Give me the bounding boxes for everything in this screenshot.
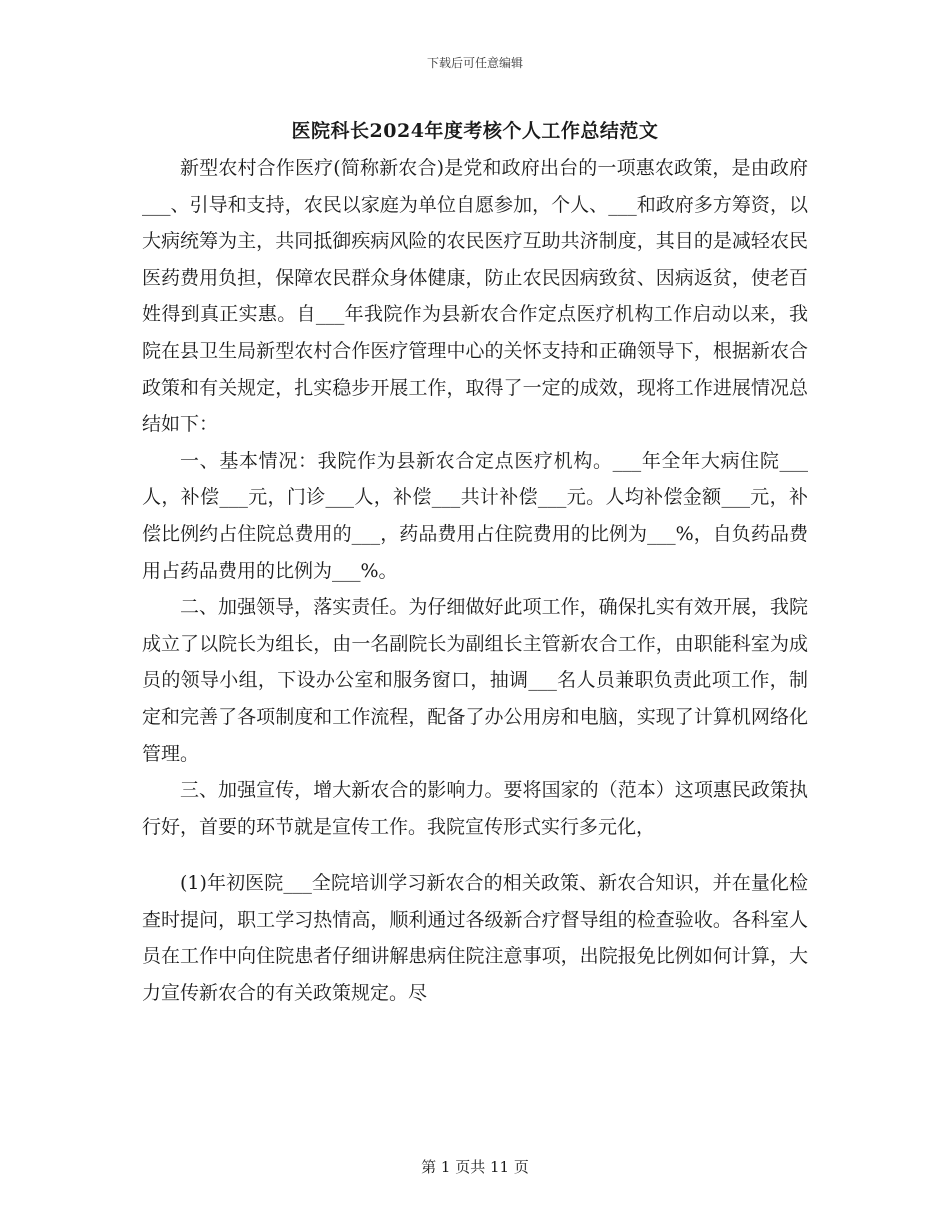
paragraph-intro: 新型农村合作医疗(简称新农合)是党和政府出台的一项惠农政策，是由政府___、引导和支持，农民以家庭为单位自愿参加，个人、___和政府多方筹资，以大病统筹为主，共同抵御疾病风险的农民医疗互助共济制度，其目的是减轻农民医药费用负担，保障农民群众身体健康，防止农民因病致贫、因病返贫，使老百姓得到真正实惠。自___年我院作为县新农合作定点医疗机构工作启动以来，我院在县卫生局新型农村合作医疗管理中心的关怀支持和正确领导下，根据新农合政策和有关规定，扎实稳步开展工作，取得了一定的成效，现将工作进展情况总结如下： (142, 157, 808, 436)
page-footer: 第 1 页共 11 页 (421, 1158, 529, 1176)
paragraph-basic-situation: 一、基本情况：我院作为县新农合定点医疗机构。___年全年大病住院___人，补偿___元，门诊___人，补偿___共计补偿___元。人均补偿金额___元，补偿比例约占住院总费用的___，药品费用占住院费用的比例为___%，自负药品费用占药品费用的比例为___%。 (142, 449, 808, 582)
paragraph-gap (142, 845, 808, 865)
header-note: 下载后可任意编辑 (426, 56, 523, 70)
document-title: 医院科长2024年度考核个人工作总结范文 (291, 120, 659, 142)
paragraph-publicity: 三、加强宣传，增大新农合的影响力。要将国家的（范本）这项惠民政策执行好，首要的环节就是宣传工作。我院宣传形式实行多元化， (142, 779, 808, 838)
paragraph-leadership: 二、加强领导，落实责任。为仔细做好此项工作，确保扎实有效开展，我院成立了以院长为组长，由一名副院长为副组长主管新农合工作，由职能科室为成员的领导小组，下设办公室和服务窗口，抽调___名人员兼职负责此项工作，制定和完善了各项制度和工作流程，配备了办公用房和电脑，实现了计算机网络化管理。 (142, 596, 808, 765)
paragraph-training: (1)年初医院___全院培训学习新农合的相关政策、新农合知识，并在量化检查时提问，职工学习热情高，顺利通过各级新合疗督导组的检查验收。各科室人员在工作中向住院患者仔细讲解患病住院注意事项，出院报免比例如何计算，大力宣传新农合的有关政策规定。尽 (142, 872, 808, 1005)
document-body (142, 150, 808, 1012)
